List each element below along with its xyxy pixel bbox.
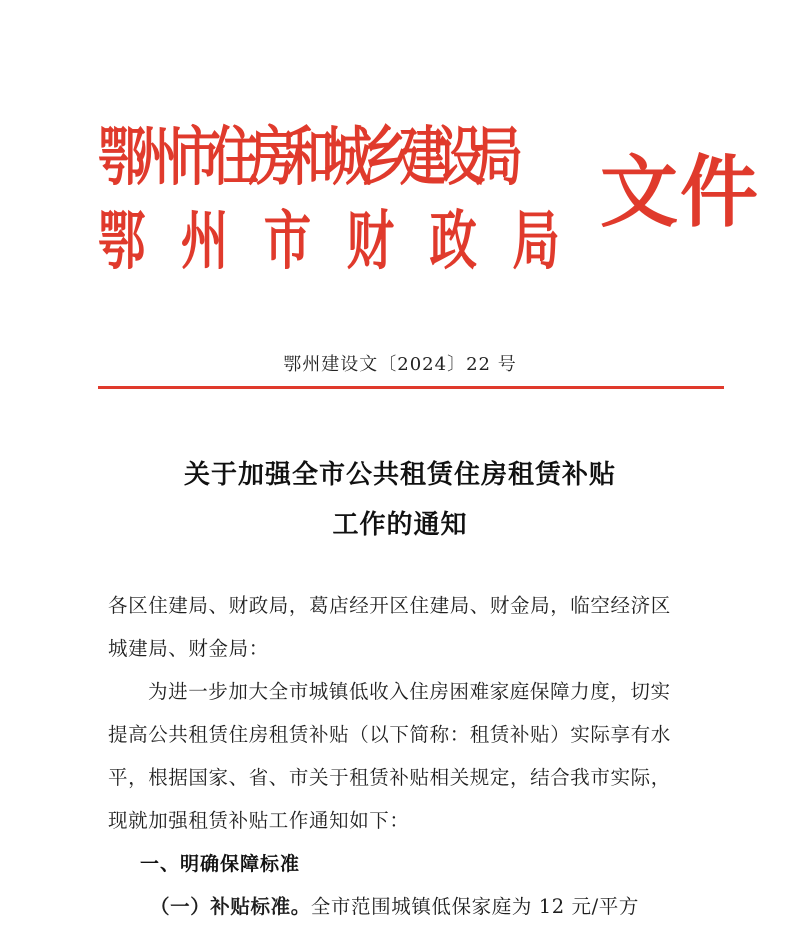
addressee-line-2: 城建局、财金局： (108, 637, 269, 660)
document-number: 鄂州建设文〔2024〕22 号 (283, 354, 517, 375)
paragraph-line-1: 为进一步加大全市城镇低收入住房困难家庭保障力度，切实 (148, 680, 671, 703)
subsection-text: 全市范围城镇低保家庭为 12 元/平方 (310, 895, 639, 918)
subsection-line (150, 893, 730, 921)
paragraph-line-4: 现就加强租赁补贴工作通知如下： (108, 809, 410, 832)
subsection-heading: （一）补贴标准。 (150, 895, 311, 918)
notice-title-line-2: 工作的通知 (332, 510, 468, 540)
paragraph-line-3: 平，根据国家、省、市关于租赁补贴相关规定，结合我市实际， (108, 766, 671, 789)
notice-title-line-1: 关于加强全市公共租赁住房租赁补贴 (183, 460, 616, 490)
section-heading-1: 一、明确保障标准 (140, 853, 301, 875)
issuer-line-housing-bureau: 鄂州市住房和城乡建设局 (98, 121, 514, 195)
addressee-line-1: 各区住建局、财政局，葛店经开区住建局、财金局，临空经济区 (108, 594, 671, 617)
document-type-label: 文件 (600, 148, 761, 238)
red-divider-line (98, 386, 724, 389)
paragraph-line-2: 提高公共租赁住房租赁补贴（以下简称：租赁补贴）实际享有水 (108, 723, 671, 746)
issuer-line-finance-bureau: 鄂州市财政局 (98, 205, 596, 279)
